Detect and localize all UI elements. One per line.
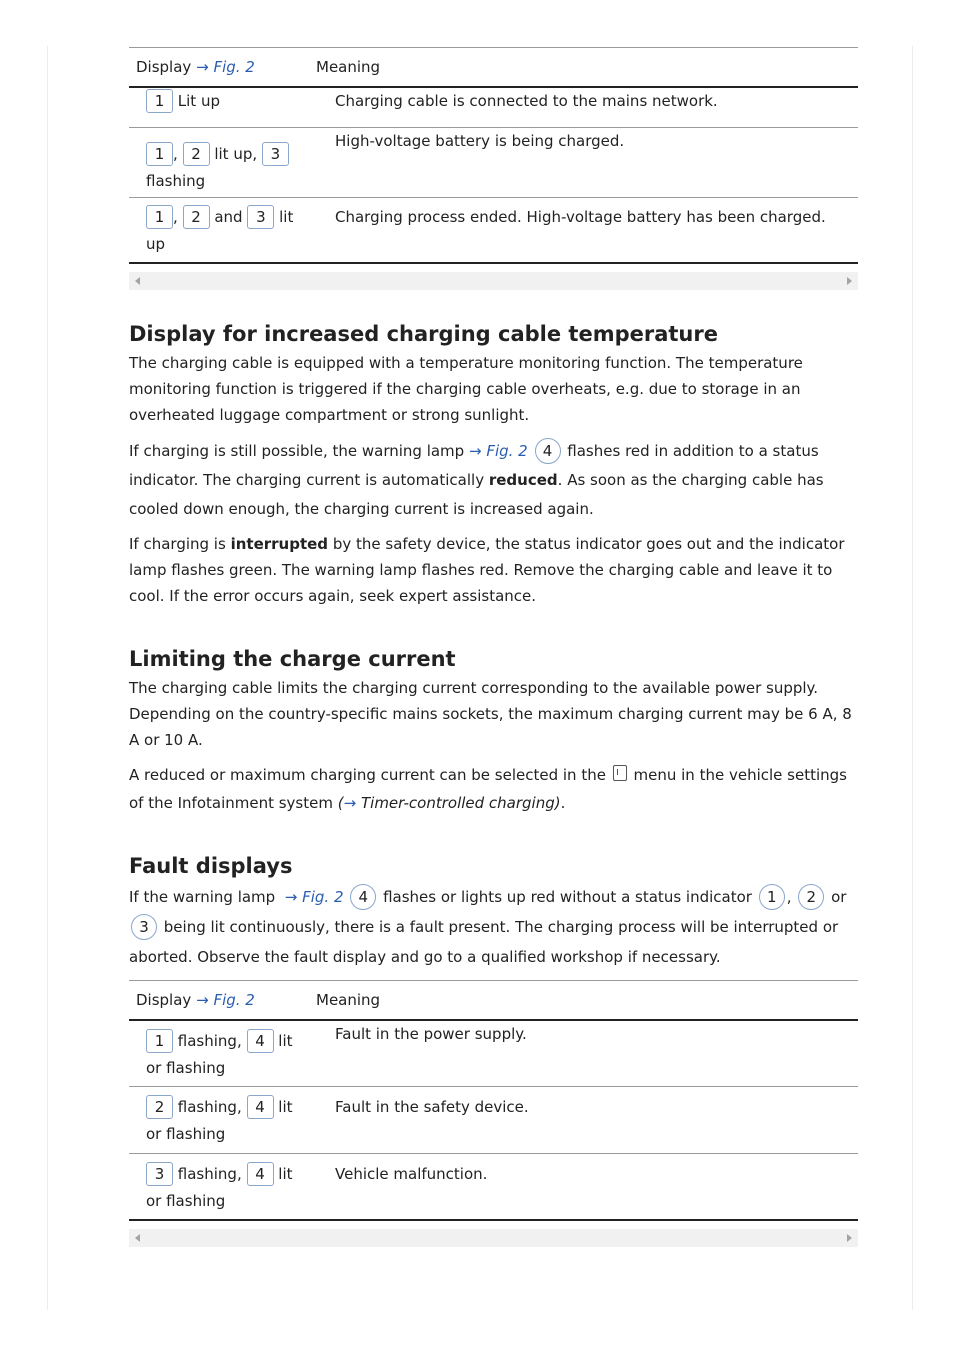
ref-4: 4: [247, 1029, 274, 1053]
right-page-border: [912, 46, 913, 1310]
ref-3: 3: [131, 914, 157, 940]
display-cell: 1 Lit up: [129, 87, 316, 127]
ref-1: 1: [146, 142, 173, 166]
paragraph: If charging is still possible, the warning lamp → Fig. 2 4 flashes red in addition to a status indicator. The charging current is automatically reduced. As soon as the charging cable has cooled down enough, the charging current is increased again.: [129, 437, 858, 524]
table-row: [129, 197, 858, 263]
ref-1: 1: [146, 89, 173, 113]
charging-menu-icon: [613, 765, 627, 781]
ref-3: 3: [262, 142, 289, 166]
paragraph: A reduced or maximum charging current can be selected in the menu in the vehicle settings of the Infotainment system (→ Timer-controlled charging).: [129, 766, 847, 812]
scroll-right-icon[interactable]: [847, 277, 852, 285]
table-horizontal-scrollbar[interactable]: [129, 272, 858, 290]
meaning-cell: Charging cable is connected to the mains network.: [335, 92, 718, 110]
ref-4: 4: [350, 884, 376, 910]
paragraph: If charging is interrupted by the safety device, the status indicator goes out and the indicator lamp flashes green. The warning lamp flashes red. Remove the charging cable and leave it to cool. If the error occurs again, seek expert assistance.: [129, 535, 845, 605]
section-heading: Display for increased charging cable temperature: [129, 322, 718, 346]
ref-1: 1: [759, 884, 785, 910]
ref-2: 2: [183, 205, 210, 229]
section-cable-temperature: [129, 322, 858, 609]
fig-link[interactable]: Fig. 2: [486, 442, 528, 460]
arrow-icon: →: [196, 991, 209, 1009]
ref-4: 4: [247, 1095, 274, 1119]
scroll-left-icon[interactable]: [135, 277, 140, 285]
meaning-cell: Fault in the safety device.: [335, 1097, 529, 1116]
display-cell: 1 , 2 and 3 lit up: [129, 197, 316, 263]
timer-charging-link[interactable]: Timer-controlled charging): [360, 794, 561, 812]
meaning-column-header: Meaning: [316, 991, 381, 1009]
fault-display-table: [129, 980, 858, 1247]
table-horizontal-scrollbar[interactable]: [129, 1229, 858, 1247]
ref-4: 4: [535, 438, 561, 464]
status-display-table: [129, 47, 858, 290]
paragraph: If the warning lamp → Fig. 2 4 flashes or lights up red without a status indicator 1 , 2 or 3 being lit continuously, there is a fault present. The charging process will be interrupted or aborted. Observe the fault display and go to a qualified workshop if necessary.: [129, 882, 858, 972]
table-row: [129, 1086, 858, 1153]
display-column-header: Display → Fig. 2: [136, 58, 255, 76]
ref-3: 3: [247, 205, 274, 229]
fig-link[interactable]: Fig. 2: [213, 991, 255, 1009]
meaning-cell: Vehicle malfunction.: [335, 1164, 488, 1183]
meaning-column-header: Meaning: [316, 58, 381, 76]
meaning-cell: Fault in the power supply.: [335, 1025, 527, 1043]
table-header-row: [129, 48, 858, 88]
table-header-row: [129, 981, 858, 1021]
display-column-header: Display → Fig. 2: [136, 991, 255, 1009]
section-fault-displays: [129, 854, 858, 972]
section-charge-current: [129, 647, 858, 817]
paragraph: The charging cable is equipped with a temperature monitoring function. The temperature monitoring function is triggered if the charging cable overheats, e.g. due to storage in an overheated luggage compartment or strong sunlight.: [129, 354, 803, 424]
scroll-right-icon[interactable]: [847, 1234, 852, 1242]
table-row: [129, 1020, 858, 1086]
ref-1: 1: [146, 1029, 173, 1053]
table-row: [129, 127, 858, 197]
left-page-border: [47, 46, 48, 1310]
display-cell: 3 flashing, 4 lit or flashing: [129, 1153, 316, 1220]
fig-link[interactable]: Fig. 2: [213, 58, 255, 76]
meaning-cell: High-voltage battery is being charged.: [335, 131, 625, 150]
ref-4: 4: [247, 1162, 274, 1186]
display-cell: 2 flashing, 4 lit or flashing: [129, 1086, 316, 1153]
scroll-left-icon[interactable]: [135, 1234, 140, 1242]
arrow-icon: →: [468, 442, 482, 460]
display-cell: 1 , 2 lit up, 3 flashing: [129, 127, 316, 197]
section-heading: Limiting the charge current: [129, 647, 456, 671]
ref-2: 2: [146, 1095, 173, 1119]
arrow-icon: →: [284, 888, 298, 906]
fig-link[interactable]: Fig. 2: [302, 888, 344, 906]
ref-3: 3: [146, 1162, 173, 1186]
table-row: [129, 1153, 858, 1220]
table-row: [129, 87, 858, 127]
ref-2: 2: [183, 142, 210, 166]
meaning-cell: Charging process ended. High-voltage battery has been charged.: [335, 207, 826, 226]
paragraph: The charging cable limits the charging current corresponding to the available power supply. Depending on the country-specific mains sockets, the maximum charging current may be 6 A, 8 A or 10 A.: [129, 679, 852, 749]
ref-2: 2: [798, 884, 824, 910]
display-cell: 1 flashing, 4 lit or flashing: [129, 1020, 316, 1086]
section-heading: Fault displays: [129, 854, 293, 878]
ref-1: 1: [146, 205, 173, 229]
arrow-icon: →: [196, 58, 209, 76]
arrow-icon: →: [343, 794, 357, 812]
